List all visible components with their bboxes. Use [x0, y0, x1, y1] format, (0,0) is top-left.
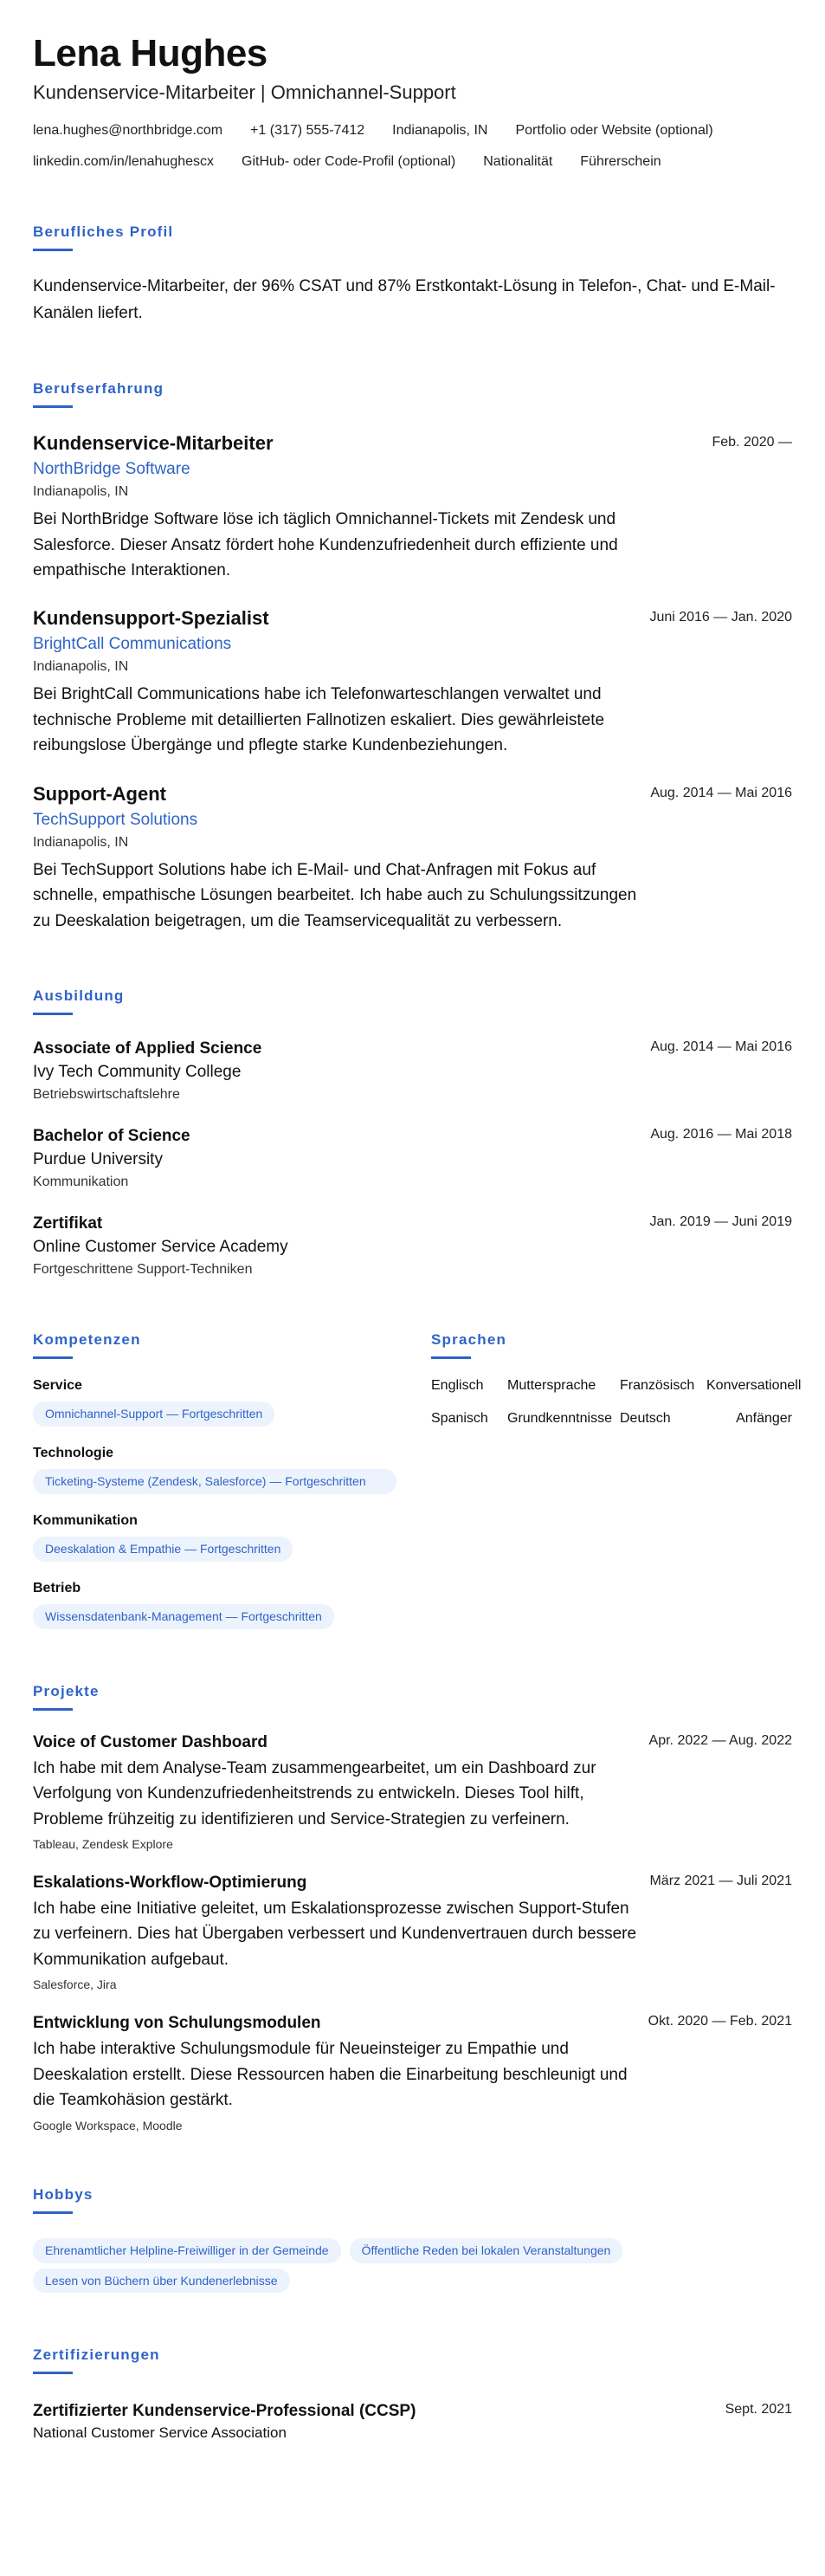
job-date: Aug. 2014 — Mai 2016 — [650, 785, 792, 800]
contact-email[interactable]: lena.hughes@northbridge.com — [33, 123, 223, 139]
project-tech: Tableau, Zendesk Explore — [33, 1836, 173, 1851]
skill-group — [33, 1378, 396, 1427]
skill-group — [33, 1581, 396, 1629]
contact-license: Führerschein — [580, 154, 661, 170]
skill-group — [33, 1513, 396, 1562]
hobbies-section — [33, 2186, 792, 2294]
contact-row-1 — [33, 123, 792, 139]
job-company: BrightCall Communications — [33, 635, 232, 654]
section-divider — [33, 2372, 73, 2374]
certification-issuer: National Customer Service Association — [33, 2424, 287, 2442]
profile-section — [33, 223, 792, 327]
education-degree: Associate of Applied Science — [33, 1039, 262, 1058]
education-school: Ivy Tech Community College — [33, 1063, 242, 1082]
project-entry — [33, 2014, 792, 2132]
project-name: Entwicklung von Schulungsmodulen — [33, 2014, 321, 2033]
section-divider — [33, 1708, 73, 1711]
section-title: Hobbys — [33, 2185, 93, 2203]
education-date: Aug. 2014 — Mai 2016 — [650, 1039, 792, 1055]
contact-phone[interactable]: +1 (317) 555-7412 — [250, 123, 365, 139]
education-entry — [33, 1039, 792, 1103]
skill-tag: Wissensdatenbank-Management — Fortgeschritten — [33, 1604, 334, 1629]
section-divider — [33, 249, 73, 251]
section-title: Ausbildung — [33, 987, 125, 1005]
job-date: Juni 2016 — Jan. 2020 — [649, 610, 792, 625]
project-tech: Google Workspace, Moodle — [33, 2118, 183, 2133]
education-entry — [33, 1127, 792, 1190]
contact-nationality: Nationalität — [483, 154, 553, 170]
skill-tag: Omnichannel-Support — Fortgeschritten — [33, 1401, 274, 1427]
language-level: Grundkenntnisse — [507, 1411, 612, 1427]
language-level: Konversationell — [706, 1378, 802, 1394]
project-date: Okt. 2020 — Feb. 2021 — [648, 2014, 792, 2029]
project-date: März 2021 — Juli 2021 — [649, 1873, 792, 1888]
education-section — [33, 987, 792, 1278]
job-company: NorthBridge Software — [33, 460, 190, 479]
education-date: Aug. 2016 — Mai 2018 — [650, 1127, 792, 1142]
project-description: Ich habe interaktive Schulungsmodule für Neueinsteiger zu Empathie und Deeskalation erstellt. Diese Ressourcen haben die Einarbeitung beschleunigt und die Teamkohäsion gestärkt. — [33, 2040, 628, 2110]
skill-group — [33, 1446, 396, 1494]
job-location: Indianapolis, IN — [33, 659, 129, 675]
job-title: Support-Agent — [33, 782, 166, 805]
project-name: Eskalations-Workflow-Optimierung — [33, 1873, 307, 1892]
section-divider — [33, 405, 73, 408]
skill-tag: Deeskalation & Empathie — Fortgeschritten — [33, 1537, 293, 1562]
certifications-section — [33, 2346, 792, 2442]
project-description: Ich habe mit dem Analyse-Team zusammengearbeitet, um ein Dashboard zur Verfolgung von Kundenzufriedenheitstrends zu entwickeln. Dieses Tool hilft, Probleme frühzeitig zu identifizieren und Service-Strategien zu verfeinern. — [33, 1758, 596, 1828]
job-description: Bei BrightCall Communications habe ich Telefonwarteschlangen verwaltet und technische Probleme mit detaillierten Fallnotizen eskaliert. Dies gewährleistete reibungslose Übergänge und pflegte starke Kundenbeziehungen. — [33, 685, 605, 755]
section-title: Projekte — [33, 1682, 100, 1699]
skill-category: Technologie — [33, 1446, 114, 1460]
education-school: Purdue University — [33, 1150, 163, 1169]
project-tech: Salesforce, Jira — [33, 1977, 117, 1992]
language-name: Englisch — [431, 1378, 484, 1394]
section-title: Sprachen — [431, 1331, 507, 1349]
education-field: Kommunikation — [33, 1175, 129, 1190]
section-divider — [33, 1356, 73, 1359]
job-description: Bei TechSupport Solutions habe ich E-Mail- und Chat-Anfragen mit Fokus auf schnelle, empathische Lösungen bearbeitet. Ich habe auch zu Schulungssitzungen zu Deeskalation beigetragen, um die Teamservicequalität zu verbessern. — [33, 860, 637, 930]
languages-section — [431, 1331, 802, 1629]
job-location: Indianapolis, IN — [33, 834, 129, 850]
education-date: Jan. 2019 — Juni 2019 — [649, 1214, 792, 1230]
job-entry — [33, 607, 792, 758]
projects-section — [33, 1683, 792, 2133]
skill-tag: Ticketing-Systeme (Zendesk, Salesforce) — Fortgeschritten — [33, 1469, 396, 1494]
profile-summary: Kundenservice-Mitarbeiter, der 96% CSAT und 87% Erstkontakt-Lösung in Telefon-, Chat- und E-Mail-Kanälen liefert. — [33, 277, 776, 322]
job-title: Kundensupport-Spezialist — [33, 607, 269, 630]
contact-linkedin[interactable]: linkedin.com/in/lenahughescx — [33, 154, 215, 170]
section-title: Zertifizierungen — [33, 2346, 160, 2364]
project-date: Apr. 2022 — Aug. 2022 — [648, 1732, 792, 1748]
hobby-tag: Lesen von Büchern über Kundenerlebnisse — [33, 2269, 290, 2294]
section-divider — [33, 2211, 73, 2214]
education-field: Betriebswirtschaftslehre — [33, 1087, 180, 1103]
job-description: Bei NorthBridge Software löse ich täglich Omnichannel-Tickets mit Zendesk und Salesforce. Dieser Ansatz fördert hohe Kundenzufriedenheit durch effiziente und empathische Interaktionen. — [33, 510, 618, 580]
education-field: Fortgeschrittene Support-Techniken — [33, 1262, 253, 1278]
skill-category: Betrieb — [33, 1580, 81, 1595]
section-title: Berufserfahrung — [33, 380, 164, 398]
language-level: Anfänger — [736, 1411, 792, 1427]
contact-github[interactable]: GitHub- oder Code-Profil (optional) — [242, 154, 456, 170]
job-title: Kundenservice-Mitarbeiter — [33, 432, 274, 455]
project-name: Voice of Customer Dashboard — [33, 1732, 267, 1751]
certification-date: Sept. 2021 — [725, 2402, 792, 2417]
section-divider — [431, 1356, 471, 1359]
job-location: Indianapolis, IN — [33, 484, 129, 500]
project-entry — [33, 1874, 792, 1991]
education-school: Online Customer Service Academy — [33, 1238, 288, 1257]
job-entry — [33, 432, 792, 583]
education-degree: Zertifikat — [33, 1214, 103, 1233]
hobby-tag: Öffentliche Reden bei lokalen Veranstaltungen — [350, 2238, 623, 2263]
project-entry — [33, 1733, 792, 1851]
experience-section — [33, 380, 792, 934]
education-entry — [33, 1214, 792, 1278]
hobby-tag-list — [33, 2233, 708, 2294]
candidate-headline: Kundenservice-Mitarbeiter | Omnichannel-Support — [33, 81, 456, 104]
section-title: Kompetenzen — [33, 1331, 141, 1349]
contact-location: Indianapolis, IN — [392, 123, 488, 139]
language-name: Deutsch — [620, 1411, 671, 1427]
job-entry — [33, 783, 792, 934]
section-title: Berufliches Profil — [33, 223, 174, 241]
section-divider — [33, 1013, 73, 1015]
contact-portfolio[interactable]: Portfolio oder Website (optional) — [515, 123, 713, 139]
education-degree: Bachelor of Science — [33, 1127, 190, 1146]
skill-category: Service — [33, 1378, 82, 1394]
certification-entry — [33, 2402, 792, 2442]
skill-category: Kommunikation — [33, 1512, 138, 1528]
contact-row-2 — [33, 154, 792, 170]
resume-header — [33, 33, 792, 170]
certification-name: Zertifizierter Kundenservice-Professional (CCSP) — [33, 2402, 416, 2421]
language-name: Französisch — [620, 1378, 695, 1394]
skills-section — [33, 1331, 396, 1629]
job-date: Feb. 2020 — — [712, 435, 792, 450]
project-description: Ich habe eine Initiative geleitet, um Eskalationsprozesse zwischen Support-Stufen zu verfeinern. Dies hat Übergaben verbessert und Kundenvertrauen durch bessere Kommunikation aufgebaut. — [33, 1899, 637, 1969]
skills-languages-row — [33, 1331, 802, 1629]
candidate-name: Lena Hughes — [33, 32, 267, 74]
job-company: TechSupport Solutions — [33, 810, 198, 829]
language-name: Spanisch — [431, 1411, 488, 1427]
language-level: Muttersprache — [507, 1378, 596, 1394]
language-grid — [431, 1378, 802, 1427]
hobby-tag: Ehrenamtlicher Helpline-Freiwilliger in der Gemeinde — [33, 2238, 341, 2263]
